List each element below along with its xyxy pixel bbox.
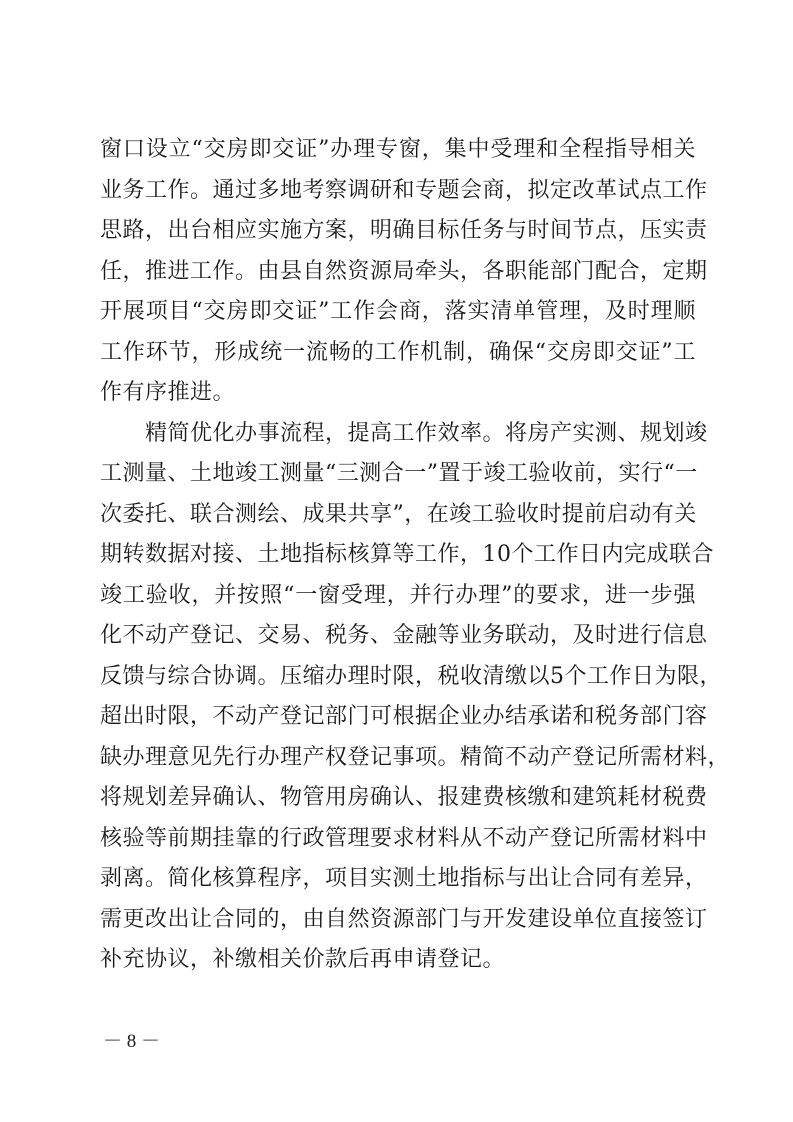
text-line: 作有序推进。 xyxy=(100,380,236,405)
text-line: 思路，出台相应实施方案，明确目标任务与时间节点，压实责 xyxy=(100,218,708,243)
text-line: 化不动产登记、交易、税务、金融等业务联动，及时进行信息 xyxy=(100,623,708,648)
page-number: － 8 － xyxy=(103,1031,161,1052)
text-line: 补充协议，补缴相关价款后再申请登记。 xyxy=(100,947,506,972)
text-line: 业务工作。通过多地考察调研和专题会商，拟定改革试点工作 xyxy=(100,177,708,203)
text-line: 核验等前期挂靠的行政管理要求材料从不动产登记所需材料中 xyxy=(100,825,708,851)
text-line: 次委托、联合测绘、成果共享”，在竣工验收时提前启动有关 xyxy=(100,501,697,527)
text-line: 超出时限，不动产登记部门可根据企业办结承诺和税务部门容 xyxy=(100,704,708,729)
text-line: 将规划差异确认、物管用房确认、报建费核缴和建筑耗材税费 xyxy=(100,785,708,810)
text-line: 剥离。简化核算程序，项目实测土地指标与出让合同有差异， xyxy=(100,866,708,891)
text-line: 需更改出让合同的，由自然资源部门与开发建设单位直接签订 xyxy=(100,906,708,932)
body-text xyxy=(100,130,731,981)
text-line: 期转数据对接、土地指标核算等工作，10个工作日内完成联合 xyxy=(100,542,714,567)
text-line: 工作环节，形成统一流畅的工作机制，确保“交房即交证”工 xyxy=(100,339,696,365)
text-line: 竣工验收，并按照“一窗受理，并行办理”的要求，进一步强 xyxy=(100,582,696,608)
text-line: 反馈与综合协调。压缩办理时限，税收清缴以5个工作日为限， xyxy=(100,663,722,689)
text-line: 工测量、土地竣工测量“三测合一”置于竣工验收前，实行“一 xyxy=(100,461,698,486)
text-line: 缺办理意见先行办理产权登记事项。精简不动产登记所需材料， xyxy=(100,744,731,770)
text-line: 任，推进工作。由县自然资源局牵头，各职能部门配合，定期 xyxy=(100,258,708,284)
text-line: 精简优化办事流程，提高工作效率。将房产实测、规划竣 xyxy=(100,420,708,446)
text-line: 开展项目“交房即交证”工作会商，落实清单管理，及时理顺 xyxy=(100,299,696,324)
text-line: 窗口设立“交房即交证”办理专窗，集中受理和全程指导相关 xyxy=(100,137,696,162)
